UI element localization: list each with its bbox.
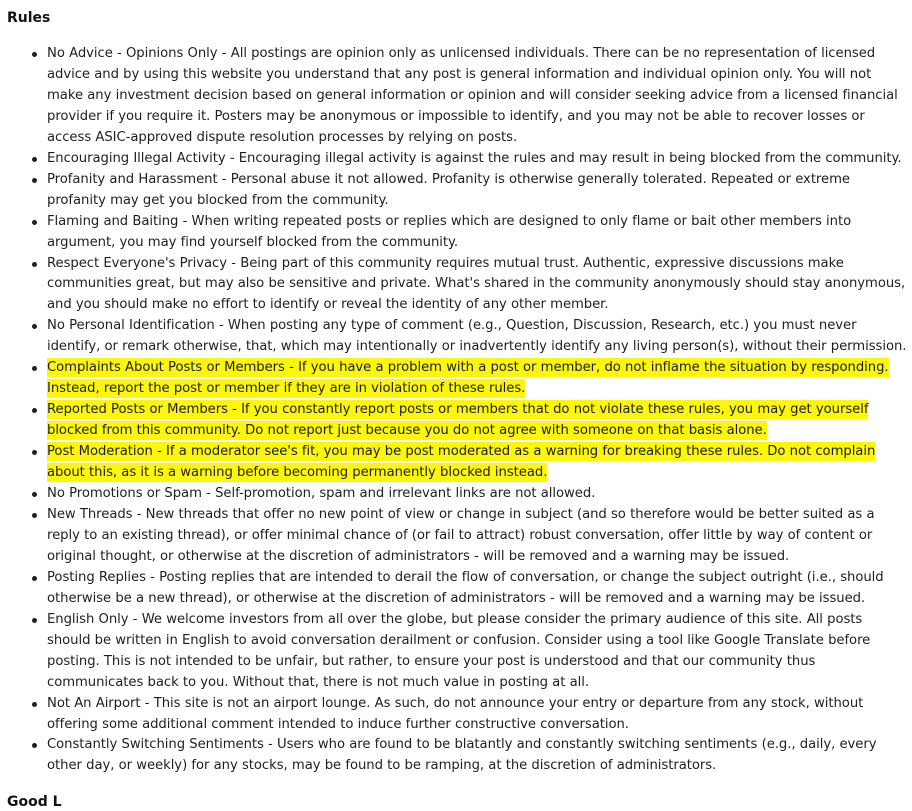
rule-text: Not An Airport - This site is not an airport lounge. As such, do not announce your entry or departure from any stock, without offering some additional comment intended to induce further constructive conversation. xyxy=(47,695,864,732)
rules-list xyxy=(0,44,907,777)
rule-text: No Personal Identification - When posting any type of comment (e.g., Question, Discussion, Research, etc.) you must never identify, or remark otherwise, that, which may intentionally or inadvertently identify any living person(s), without their permission. xyxy=(47,318,907,355)
rule-text: No Promotions or Spam - Self-promotion, spam and irrelevant links are not allowed. xyxy=(47,486,596,502)
rule-text: Constantly Switching Sentiments - Users who are found to be blatantly and constantly switching sentiments (e.g., daily, every other day, or weekly) for any stocks, may be found to be ramping, at the discretion of administrators. xyxy=(47,737,877,774)
rule-item-post-moderation xyxy=(47,442,907,484)
next-section-title: Good L xyxy=(7,794,62,810)
rule-item-illegal-activity xyxy=(47,149,907,170)
rule-text: Profanity and Harassment - Personal abuse it not allowed. Profanity is otherwise generally tolerated. Repeated or extreme profanity may get you blocked from the community. xyxy=(47,171,850,208)
rule-item-profanity xyxy=(47,170,907,212)
rule-text: No Advice - Opinions Only - All postings are opinion only as unlicensed individuals. There can be no representation of licensed advice and by using this website you understand that any post is general information and individual opinion only. You will not make any investment decision based on general information or opinion and will consider seeking advice from a licensed financial provider if you require it. Posters may be anonymous or impossible to identify, and you may not be able to recover losses or access ASIC-approved dispute resolution processes by relying on posts. xyxy=(47,46,898,145)
rule-text: Encouraging Illegal Activity - Encouraging illegal activity is against the rules and may result in being blocked from the community. xyxy=(47,150,902,166)
rule-item-posting-replies xyxy=(47,568,907,610)
rule-text-highlighted: Complaints About Posts or Members - If you have a problem with a post or member, do not inflame the situation by responding. Instead, report the post or member if they are in violation of these rules. xyxy=(47,360,889,397)
rule-item-privacy xyxy=(47,254,907,317)
rule-item-spam xyxy=(47,484,907,505)
rule-item-switching-sentiments xyxy=(47,735,907,777)
rule-item-new-threads xyxy=(47,505,907,568)
section-title: Rules xyxy=(7,10,51,26)
rule-text: Respect Everyone's Privacy - Being part of this community requires mutual trust. Authentic, expressive discussions make communities great, but may also be sensitive and private. What's shared in the community anonymously should stay anonymous, and you should make no effort to identify or reveal the identity of any other member. xyxy=(47,255,906,313)
rule-item-complaints xyxy=(47,358,907,400)
rule-text: Posting Replies - Posting replies that are intended to derail the flow of conversation, or change the subject outright (i.e., should otherwise be a new thread), or otherwise at the discretion of administrators - will be removed and a warning may be issued. xyxy=(47,569,884,606)
rule-text-highlighted: Reported Posts or Members - If you constantly report posts or members that do not violate these rules, you may get yourself blocked from this community. Do not report just because you do not agree with someone on that basis alone. xyxy=(47,402,869,439)
rule-item-reported-posts xyxy=(47,400,907,442)
rule-item-english-only xyxy=(47,610,907,694)
rule-item-not-an-airport xyxy=(47,694,907,736)
rule-text-highlighted: Post Moderation - If a moderator see's fit, you may be post moderated as a warning for breaking these rules. Do not complain about this, as it is a warning before becoming permanently blocked instead. xyxy=(47,444,876,481)
rule-text: Flaming and Baiting - When writing repeated posts or replies which are designed to only flame or bait other members into argument, you may find yourself blocked from the community. xyxy=(47,213,852,250)
rule-text: New Threads - New threads that offer no new point of view or change in subject (and so therefore would be better suited as a reply to an existing thread), or offer minimal chance of (or fail to attract) robust conversation, offer little by way of content or original thought, or otherwise at the discretion of administrators - will be removed and a warning may be issued. xyxy=(47,506,875,564)
rule-item-personal-identification xyxy=(47,316,907,358)
rule-item-flaming xyxy=(47,212,907,254)
rule-item-no-advice xyxy=(47,44,907,149)
rule-text: English Only - We welcome investors from all over the globe, but please consider the primary audience of this site. All posts should be written in English to avoid conversation derailment or confusion. Consider using a tool like Google Translate before posting. This is not intended to be unfair, but rather, to ensure your post is understood and that our community thus communicates back to you. Without that, there is not much value in posting at all. xyxy=(47,611,871,690)
